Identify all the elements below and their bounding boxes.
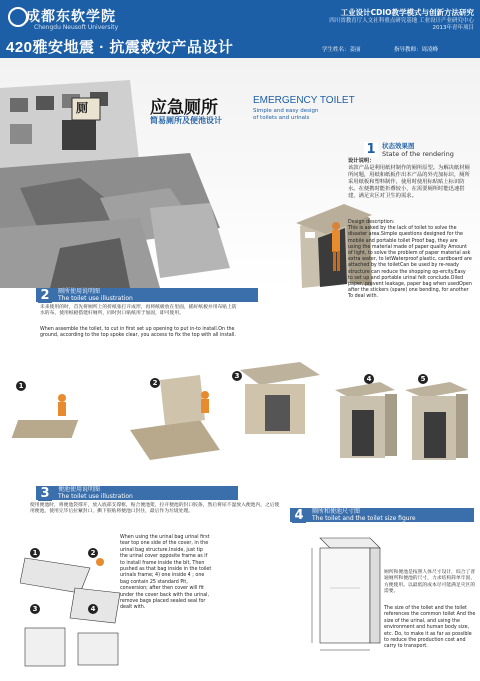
section4-desc-en: The size of the toilet and the toilet references the common toilet And the size of the urinal, and using the environment and human body size, etc. Do, to make it as far as possible to reduce the production cost and carry to transport.	[384, 606, 476, 650]
urinal-step-4-illustration	[78, 633, 118, 665]
assembly-step-1-illustration	[12, 394, 79, 438]
section2-desc-en: When assemble the toilet, to cut in first set up opening to put in-to install.On the ground, according to the top spoke clear, you access to fix the top with all install.	[40, 327, 236, 339]
section1-title	[382, 142, 454, 158]
section3-title-en: The toilet use illustration	[58, 493, 133, 500]
assembly-step-3-illustration	[240, 362, 320, 434]
section4-number: 4	[292, 508, 306, 523]
urinal-step-3-illustration	[25, 628, 65, 666]
section1-desc-cn: 该款产品是利用纸材制作的厕所原型。为解决纸材厕所问题，用纸和纸板作出本产品的外壳加标识，厕所采用纸板和塑料制作，使用时使用标贴贴上标识防水。在便携时能折叠较小，在需要厕所时能迅速搭建，满足灾区对卫生的需求。	[348, 165, 470, 199]
assembly-step-1-badge: 1	[16, 381, 26, 391]
product-title-cn: 应急厕所	[150, 98, 218, 118]
assembly-step-4-illustration	[335, 382, 397, 458]
header-banner	[0, 0, 480, 58]
urinal-step-3-badge: 3	[30, 604, 40, 614]
toilet-dimension-drawing	[312, 538, 380, 650]
research-title: 工业设计CDIO教学模式与创新方法研究	[340, 8, 474, 17]
product-subtitle-en: Simple and easy design of toilets and urinals	[253, 108, 319, 121]
section3-desc-en: When using the urinal bag urinal first tear top one side of the cover, in the urinal bag structure.Inside, just tip the urinal cover opposite frame as if to install frame inside the bit, Then pushed as that bag inside in the toilet urinals frame; 4) one inside 4 ; one bag contain 25 standard Pit, conversion; after then cover will fit under the cover back with the urinal, remove bags placed sealed seal for dealt with.	[120, 535, 212, 611]
toilet-sign-text: 厕	[76, 101, 89, 115]
section1-title-cn: 状态效果图	[382, 142, 415, 150]
assembly-step-5-badge: 5	[418, 374, 428, 384]
urinal-step-1-illustration	[20, 558, 104, 593]
assembly-step-5-illustration	[405, 382, 468, 460]
university-emblem-icon	[8, 7, 28, 27]
section4-header	[290, 508, 474, 522]
university-logo-cn: 成都东软学院	[26, 9, 116, 25]
section2-header	[36, 288, 258, 302]
section1-title-en: State of the rendering	[382, 150, 454, 158]
section3-desc-cn: 使用便池时，将便池袋撑开，放入底部支撑框，贴合便池架，拉开便池的封口胶条，然后将尿不湿放入便池内，之后使用便池，使用完毕后拉紧封口，撕下胶贴将便池口封住，最后作为垃圾处理。	[30, 503, 280, 515]
section3-title-cn: 便池使用说明图	[58, 486, 101, 493]
product-subtitle-cn: 简易厕所及便池设计	[150, 116, 222, 125]
urinal-step-1-badge: 1	[30, 548, 40, 558]
section1-desc-en-label: Design description:	[348, 220, 395, 225]
assembly-step-2-illustration	[130, 375, 220, 460]
section2-desc-cn: 未来使用的时，首先将厕所上的折纸张打开成形，再将纸板放在里面，插好纸板并用布贴上防水的布，使用纸板搭建好厕所，同时封口贴纸用于加固，即可使用。	[40, 305, 237, 317]
section2-number: 2	[38, 288, 52, 303]
student-name: 学生姓名：姜丽	[322, 47, 361, 53]
section4-title-en: The toilet and the toilet size figure	[312, 515, 416, 522]
poster-main-title: 420雅安地震 · 抗震救灾产品设计	[6, 39, 234, 56]
university-logo-en: Chengdu Neusoft University	[34, 24, 119, 31]
urinal-step-4-badge: 4	[88, 604, 98, 614]
section2-title-en: The toilet use illustration	[58, 295, 133, 302]
assembly-step-3-badge: 3	[232, 371, 242, 381]
section1-desc	[348, 158, 472, 200]
teacher-name: 指导教师：周凌峰	[394, 47, 439, 53]
section1-desc-en-block	[348, 220, 472, 301]
product-title-en: EMERGENCY TOILET	[253, 95, 355, 106]
section1-desc-label: 设计说明：	[348, 158, 375, 164]
assembly-step-4-badge: 4	[364, 374, 374, 384]
section1-desc-en: This is asked by the lack of toilet to solve the disaster area.Simple questions designed for the mobile and portable toilet Proof bag, they are using the material made of paper quality Amount of light, to solve the problem of paper material ask extra water, to letWaterproof plastic, cardboard are attached by the toiletCan be used by re-ready structure can reduce the shopping op-ercity.Easy to set up and portable urinal felt conclude.Oiled paper, prevent leakage, paper bag when usedOpen after the stickers (spare) one bending, for another To deal with.	[348, 226, 472, 300]
assembly-step-2-badge: 2	[150, 378, 160, 388]
section2-title-cn: 厕所使用说明图	[58, 288, 101, 295]
urinal-step-2-badge: 2	[88, 548, 98, 558]
section4-title-cn: 厕所和便池尺寸图	[312, 508, 361, 515]
section1-number: 1	[364, 142, 378, 157]
section3-number: 3	[38, 486, 52, 501]
research-subtitle: 四川省教育厅人文社科重点研究基地 工业设计产业研究中心2013年青年项目	[329, 18, 474, 31]
section3-header	[36, 486, 238, 500]
section4-desc-cn: 厕所和便池是按照人体尺寸设计，综合了普通厕所和便池的尺寸，力求结构简单牢固，方便使用。以最低的成本尽可能满足灾区的需要。	[384, 570, 476, 595]
